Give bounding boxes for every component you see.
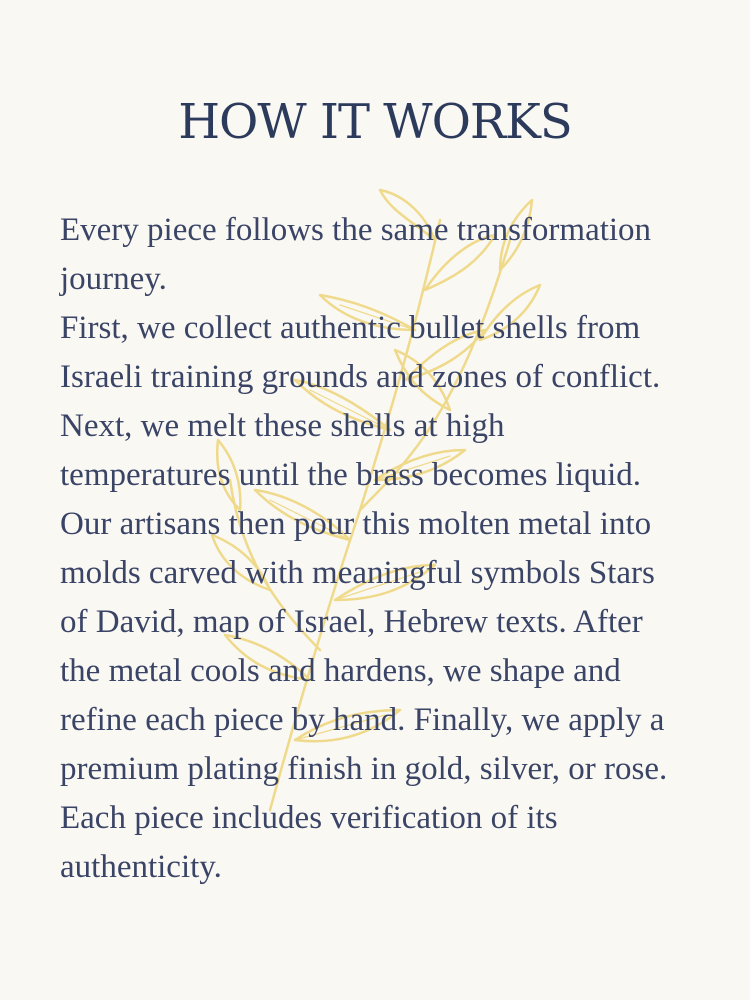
text-line: the metal cools and hardens, we shape and	[60, 653, 621, 689]
text-line: authenticity.	[60, 849, 222, 885]
text-line: Every piece follows the same transformation	[60, 212, 652, 248]
text-line: Next, we melt these shells at high	[60, 408, 505, 444]
text-line: premium plating finish in gold, silver, or rose.	[60, 751, 668, 787]
text-line: Our artisans then pour this molten metal into	[60, 506, 652, 542]
text-line: First, we collect authentic bullet shells from	[60, 310, 641, 346]
process-description	[60, 206, 720, 892]
text-line: molds carved with meaningful symbols Stars	[60, 555, 655, 591]
page-title: HOW IT WORKS	[178, 94, 572, 150]
text-line: journey.	[60, 261, 167, 297]
text-line: refine each piece by hand. Finally, we apply a	[60, 702, 665, 738]
text-line: Israeli training grounds and zones of conflict.	[60, 359, 661, 395]
text-line: Each piece includes verification of its	[60, 800, 558, 836]
text-line: of David, map of Israel, Hebrew texts. After	[60, 604, 643, 640]
text-line: temperatures until the brass becomes liquid.	[60, 457, 642, 493]
